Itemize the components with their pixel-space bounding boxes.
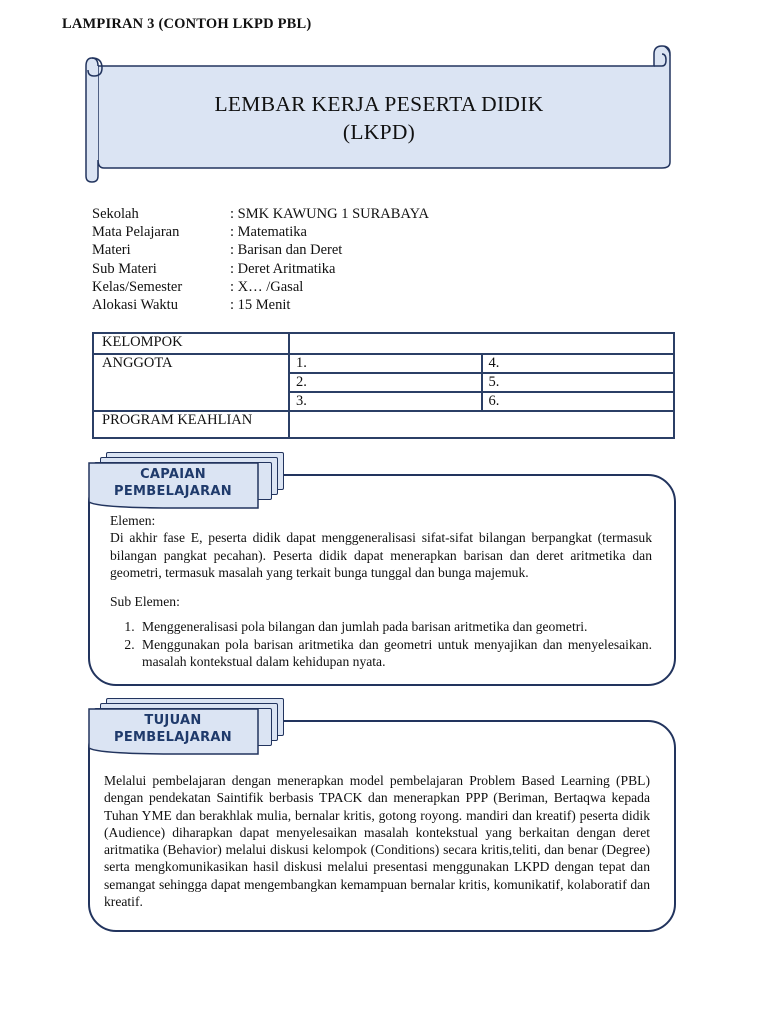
appendix-label: LAMPIRAN 3 (CONTOH LKPD PBL) [62, 16, 312, 32]
program-field[interactable] [289, 411, 674, 438]
tujuan-content [104, 772, 650, 910]
worksheet-subtitle: (LKPD) [342, 120, 416, 144]
identity-value: : X… /Gasal [230, 278, 304, 295]
identity-row-time [92, 296, 429, 314]
program-label: PROGRAM KEAHLIAN [93, 411, 289, 438]
member-field-5[interactable]: 5. [482, 373, 675, 392]
identity-value: : Matematika [230, 224, 307, 241]
list-item: 1. Menggeneralisasi pola bilangan dan jumlah pada barisan aritmetika dan geometri. [138, 618, 652, 635]
identity-label: Materi [92, 242, 131, 259]
identity-row-submaterial [92, 260, 429, 278]
tujuan-text: Melalui pembelajaran dengan menerapkan model pembelajaran Problem Based Learning (PBL) dengan pendekatan Saintifik berbasis TPACK dan menerapkan PPP (Beriman, Bertaqwa kepada Tuhan YME dan berakhlak mulia, bernalar kritis, gotong royong. mandiri dan kreatif) peserta didik (Audience) diharapkan dapat menyelesaikan masalah kontekstual yang berkaitan dengan deret aritmatika (Behavior) melalui diskusi kelompok (Conditions) secara kritis,teliti, dan benar (Degree) serta mengkomunikasikan hasil diskusi melalui presentasi menggunakan LKPD dengan tepat dan semangat sehingga dapat mengembangkan kemampuan bernalar kritis, komunikatif, kolaboratif dan kreatif. [104, 773, 650, 910]
member-field-2[interactable]: 2. [289, 373, 482, 392]
identity-row-subject [92, 223, 429, 241]
identity-value: : SMK KAWUNG 1 SURABAYA [230, 206, 429, 222]
elemen-label: Elemen: [110, 513, 156, 528]
identity-value: : Barisan dan Deret [230, 242, 343, 259]
sub-elemen-label: Sub Elemen: [110, 594, 180, 610]
anggota-label: ANGGOTA [93, 354, 289, 411]
identity-row-class [92, 278, 429, 296]
worksheet-title: LEMBAR KERJA PESERTA DIDIK [214, 92, 544, 116]
identity-block [92, 205, 429, 314]
sub-elemen-list [110, 618, 652, 670]
identity-label: Alokasi Waktu [92, 297, 178, 314]
identity-row-school [92, 205, 429, 223]
list-item: 2. Menggunakan pola barisan aritmetika dan geometri untuk menyajikan dan menyelesaikan. masalah kontekstual dalam kehidupan nyata. [138, 636, 652, 671]
title-banner [84, 44, 674, 184]
identity-label: Mata Pelajaran [92, 224, 180, 241]
identity-label: Sekolah [92, 206, 139, 222]
member-field-3[interactable]: 3. [289, 392, 482, 411]
tujuan-tab-line1: TUJUAN [144, 713, 202, 728]
member-field-6[interactable]: 6. [482, 392, 675, 411]
identity-value: : 15 Menit [230, 297, 291, 314]
kelompok-field[interactable] [289, 333, 674, 354]
identity-label: Sub Materi [92, 260, 157, 277]
identity-value: : Deret Aritmatika [230, 260, 336, 277]
capaian-content [110, 512, 652, 670]
elemen-text: Di akhir fase E, peserta didik dapat menggeneralisasi sifat-sifat bilangan berpangkat (termasuk bilangan pangkat pecahan). Peserta didik dapat menerapkan barisan dan deret aritmetika dan geometri, termasuk masalah yang terkait bunga tunggal dan bunga majemuk. [110, 530, 652, 580]
identity-label: Kelas/Semester [92, 278, 183, 295]
capaian-tab-line1: CAPAIAN [140, 467, 206, 482]
member-field-4[interactable]: 4. [482, 354, 675, 373]
tujuan-tab-line2: PEMBELAJARAN [114, 730, 232, 745]
member-field-1[interactable]: 1. [289, 354, 482, 373]
capaian-tab-line2: PEMBELAJARAN [114, 484, 232, 499]
kelompok-label: KELOMPOK [93, 333, 289, 354]
identity-row-material [92, 241, 429, 259]
group-table [92, 332, 675, 439]
